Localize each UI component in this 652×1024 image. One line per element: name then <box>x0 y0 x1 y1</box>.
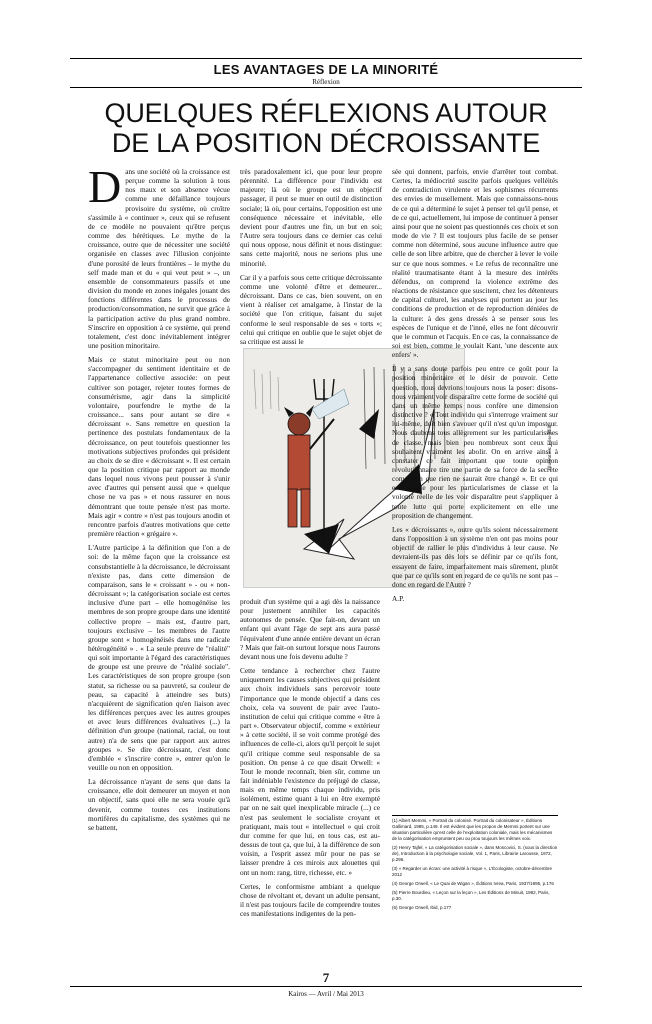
footnote: (3) « Regarder un écran: une activité à risque », L'Écologiste, octobre-décembre 2012 <box>392 866 552 877</box>
footer-rule <box>70 986 582 987</box>
paragraph: très paradoxalement ici, que pour leur propre pérennité. La différence pour l'individu est majeure; là où le groupe est un objectif passager, il peut se muer en outil de distinction sociale; là où, pour certains, l'opposition est une conséquence nécessaire et inévitable, elle devient pour d'autres une fin, un but en soi; l'Autre sera toujours dans ce dernier cas celui qui nous oppose, nous définit et nous distingue: sans cette majorité, nous ne serions plus une minorité. <box>240 167 382 268</box>
footnote: (1) Albert Memmi, « Portrait du colonisé. Portrait du colonisateur », Éditions Gallimard, 1985, p.149. Il est évident que les propos de Memmi portent sur une situation particulière qu'est celle de l'exploitation coloniale, mais les mécanismes de la catégorisation empruntent peu ou prou toujours les mêmes voix. <box>392 818 553 841</box>
paragraph: Il y a sans doute parfois peu entre ce goût pour la position minoritaire et le désir de pouvoir. Cette question, nous devrions toujours nous la poser: disons-nous vraiment voir disparaître cette forme de société qui dans un même temps nous confère une dimension distinctive ? « Tout individu qui s'interroge vraiment sur lui-même, doit bien s'avouer qu'il n'est qu'un imposteur. Nous daubons tous allègrement sur les particularismes de classe, mais bien peu nombreux sont ceux qui souhaitent vraiment les abolir. On en arrive ainsi à constater ce fait important que toute opinion révolutionnaire tire une partie de sa force de la secrète conviction que rien ne saurait être changé ». Et ce qui est valable pour les particularismes de classe et la volonté réelle de les voir disparaître peut s'appliquer à toute lutte qui porte explicitement en elle une proposition de changement. <box>392 364 558 520</box>
publication-line: Kairos — Avril / Mai 2013 <box>288 990 364 998</box>
column-2-bottom <box>240 597 380 919</box>
footnote: (6) George Orwell, Ibid, p.177 <box>392 905 452 910</box>
paragraph <box>88 161 230 350</box>
column-3 <box>392 167 558 807</box>
paragraph: Cette tendance à rechercher chez l'autre uniquement les causes subjectives qui président aux choix individuels sans percevoir toute l'importance que le monde objectif a dans ces choix, cela va souvent de pair avec l'auto-institution de celui qui critique comme « être à part ». Observateur objectif, comme « extérieur » à cette société, il se voit comme protégé des influences de celle-ci, alors qu'il perçoit le sujet qu'il critique comme seul responsable de sa position. On pense à ce que disait Orwell: « Tout le monde reconnaît, bien sûr, comme un fait indéniable l'existence du préjugé de classe, mais en même temps chaque individu, pris isolément, estime quant à lui en être exempté par on ne sait quel inexplicable miracle (...) ce n'est pas seulement le socialiste croyant et pratiquant, mais tout « intellectuel » qui croit dur comme fer que lui, en tous cas, est au-dessus de tout ça, que lui, à la différence de son voisin, a l'esprit assez mûr pour ne pas se laisser prendre à ces mirois aux alouettes qui ont un nom: rang, titre, richesse, etc. » <box>240 666 380 877</box>
paragraph: La décroissance n'ayant de sens que dans la croissance, elle doit demeurer un moyen et non un objectif, sans quoi elle ne sera vouée qu'à devenir, comme toutes ces institutions mortifères du capitalisme, des systèmes qui ne se battent, <box>88 777 230 832</box>
article-title <box>0 98 652 158</box>
column-2-top <box>240 167 382 367</box>
article-title-line2: DE LA POSITION DÉCROISSANTE <box>111 128 541 158</box>
header-rule-top <box>70 58 582 59</box>
article-title-line1: QUELQUES RÉFLEXIONS AUTOUR <box>104 98 548 128</box>
paragraph: L'Autre participe à la définition que l'on a de soi: de la même façon que la croissance est consubstantielle à la décroissance, le décroissant n'existe pas, dans cette dimension de comparaison, sans le « croissant » - ou « non-décroissant »; la catégorisation sociale est certes inclusive d'une part – elle homogénéise les membres de son propre groupe dans une identité collective propre – mais est, d'autre part, toujours exclusive – les membres de l'autre groupe sont « homogénéisés dans une radicale hétérogénéité » . « La seule preuve de "réalité" qui soit importante à l'égard des caractéristiques de groupe est une preuve de "réalité sociale". Les caractéristiques de son propre groupe (son statut, sa richesse ou sa pauvreté, sa couleur de peau, sa capacité à atteindre ses buts) n'acquièrent de signification qu'en liaison avec les différences perçues avec les autres groupes et avec leurs différences évaluatives (...) la définition d'un groupe (national, racial, ou tout autre) n'a de sens que par rapport aux autres groupes ». Se dire décroissant, c'est donc d'emblée « s'inscrire contre », entrer qu'on le veuille ou non en opposition. <box>88 543 230 772</box>
signature: A.P. <box>392 594 405 604</box>
header-rule-bottom <box>70 87 582 88</box>
paragraph: sée qui donnent, parfois, envie d'arrêter tout combat. Certes, la médiocrité suscite parfois quelques velléités de contradiction virulente et les sophismes récurrents des envies de musellement. Mais que connaissons-nous de ce qui a déterminé le sujet à penser tel qu'il pense, et de ce qui, actuellement, lui impose de continuer à penser ainsi pour que ne soient pas questionnés ces choix et son mode de vie ? Il est toujours plus facile de se penser comme non déterminé, sous aucune influence autre que celle de son libre arbitre, que de chercher à lever le voile sur ce que nous sommes. « Le refus de reconnaître une réalité traumatisante étant à la mesure des intérêts défendus, on comprend la violence extrême des réactions de résistance que suscitent, chez les détenteurs de capital culturel, les analyses qui portent au jour les conditions de production et de reproduction déniées de la culture: à des gens dressés à se penser sous les espèces de l'unique et de l'inné, elles ne font découvrir que le commun et l'acquis. En ce cas, la connaissance de soi est bien, comme le voulait Kant, 'une descente aux enfers' ». <box>392 167 558 360</box>
paragraph: produit d'un système qui a agi dès la naissance pour justement annihiler les capacités autonomes de pensée. Que fait-on, devant un enfant qui avant l'âge de sept ans aura passé l'équivalent d'une année entière devant un écran ? Mais que fait-on surtout lorsque nous l'aurons devant nous une fois devenu adulte ? <box>240 597 380 661</box>
paragraph: Les « décroissants », outre qu'ils soient nécessairement dans l'opposition à un système n'en ont pas moins pour objectif de rallier le plus d'individus à leur cause. Ne devraient-ils pas dès lors se définir par ce qu'ils font, essayent de faire, imparfaitement mais sûrement, plutôt que par ce qu'ils sont en regard de ce qu'ils ne sont pas – donc en regard de l'Autre ? <box>392 524 558 589</box>
section-rubric: Réflexion <box>312 78 340 86</box>
section-title: LES AVANTAGES DE LA MINORITÉ <box>213 62 439 77</box>
footnotes-rule <box>392 815 558 816</box>
paragraph-text: ans une société où la croissance est perçue comme la solution à tous nos maux et son absence vécue comme une défaillance toujours provisoire du système, où croître s'assimile à « continuer », ceux qui se refusent de ce modèle ne pouvaient qu'être perçus comme des hérétiques. Le mythe de la croissance, outre que de nécessiter une société organisée en classes avec l'illusion conjointe d'une porosité de leurs frontières – le mythe du self made man et du « qui veut peut » –, un ensemble de consommateurs passifs et une division du monde en zones inégales jouant des fonctions différentes dans le processus de production/consommation, ne survit que grâce à la participation active du plus grand nombre. S'inscrire en opposition à ce système, qui prend totalement, c'est donc inévitablement intégrer une position minoritaire. <box>88 167 230 350</box>
column-1 <box>88 161 230 867</box>
footnote: (2) Henry Tajfel, « La catégorisation sociale », dans Moscovici, S. (sous la direction de), Introduction à la psychologie sociale, Vol. 1, Paris, Librairie Larousse, 1972, p.296. <box>392 845 558 862</box>
footnotes <box>392 818 558 910</box>
paragraph: Car il y a parfois sous cette critique décroissante comme une volonté d'être et demeurer... décroissant. Dans ce cas, bien souvent, on en vient à réaliser cet amalgame, à l'instar de la société que l'on critique, faisant du sujet conforme le seul responsable de ses « torts »; celui qui critique en oublie que le sujet objet de sa critique est aussi le <box>240 272 382 346</box>
drop-cap: D <box>88 161 122 212</box>
page-number: 7 <box>322 970 330 985</box>
illustration-credit: Illustration: Elise Milk <box>548 424 553 470</box>
paragraph: Mais ce statut minoritaire peut ou non s'accompagner du sentiment identitaire et de l'appartenance collective associée: on peut cultiver son potager, rejeter toutes formes de consumérisme, agir dans la simplicité volontaire, pourfendre le mythe de la croissance... sans pour autant se dire « décroissant ». Sans remettre en question la pertinence des postulats fondamentaux de la décroissance, on peut toutefois questionner les motivations subjectives profondes qui président au choix de se dire « décroissant ». Il est certain que la position critique par rapport au monde dans lequel nous vivons peut pousser à s'unir avec d'autres qui pensent aussi que « quelque chose ne va pas » et nous rassurer en nous démontrant que toute pensée n'est pas morte. Mais agir « contre » n'est pas toujours anodin et rencontre parfois d'autres motivations que cette première réaction « grégaire ». <box>88 355 230 539</box>
footnote: (5) Pierre Bourdieu, « Leçon sur la leçon », Les Éditions de Minuit, 1982, Paris, p.30. <box>392 890 550 901</box>
paragraph: Certes, le conformisme ambiant a quelque chose de révoltant et, devant un adulte pensant, il n'est pas toujours facile de comprendre toutes ces manifestations indigentes de la pen- <box>240 881 380 919</box>
footnote: (4) George Orwell, « Le Quai de Wigan », Éditions Ivrea, Paris, 1937/1995, p.176 <box>392 881 554 886</box>
